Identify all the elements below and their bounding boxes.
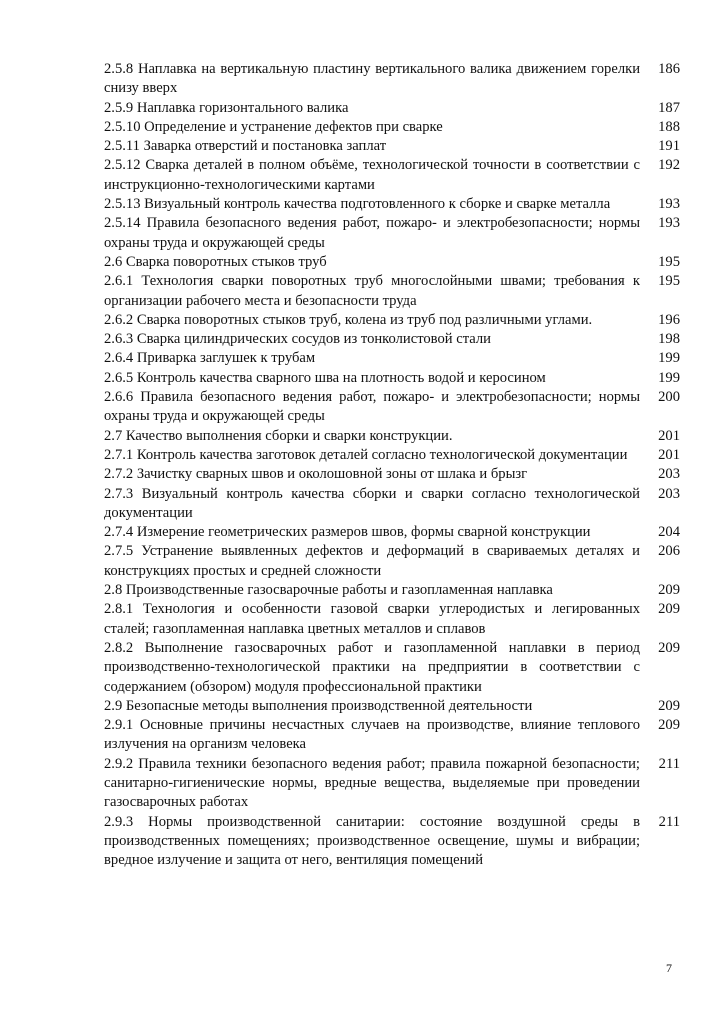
toc-entry-title: 2.6.3 Сварка цилиндрических сосудов из тонколистовой стали — [104, 331, 491, 348]
toc-entry[interactable] — [104, 137, 680, 156]
toc-entry[interactable] — [104, 349, 680, 368]
toc-entry[interactable] — [104, 99, 680, 118]
toc-entry-title: 2.5.10 Определение и устранение дефектов при сварке — [104, 118, 443, 135]
toc-entry-page: 201 — [658, 446, 680, 463]
toc-entry-title: 2.5.11 Заварка отверстий и постановка заплат — [104, 138, 387, 155]
toc-entry-page: 199 — [658, 369, 680, 386]
toc-entry[interactable] — [104, 446, 680, 465]
toc-entry-page: 191 — [658, 138, 680, 155]
toc-entry-title: 2.6.2 Сварка поворотных стыков труб, колена из труб под различными углами. — [104, 311, 593, 328]
toc-entry-title: 2.5.13 Визуальный контроль качества подготовленного к сборке и сварке металла — [104, 196, 611, 213]
toc-entry-page: 186 — [658, 61, 680, 77]
toc-entry[interactable] — [104, 639, 680, 697]
toc-entry[interactable] — [104, 253, 680, 272]
toc-entry-page: 209 — [658, 601, 680, 618]
toc-entry-title: 2.5.14 Правила безопасного ведения работ, пожаро- и электробезопасности; нормы охраны труда и окружающей среды — [104, 215, 640, 251]
toc-entry-title: 2.6.4 Приварка заглушек к трубам — [104, 350, 316, 367]
page-number: 7 — [666, 961, 672, 975]
toc-entry-page: 204 — [658, 524, 680, 541]
toc-entry[interactable] — [104, 523, 680, 542]
toc-entry[interactable] — [104, 118, 680, 137]
toc-entry-page: 187 — [658, 99, 680, 116]
toc-entry[interactable] — [104, 330, 680, 349]
toc-entry-title: 2.6.5 Контроль качества сварного шва на плотность водой и керосином — [104, 369, 546, 386]
toc-entry-page: 199 — [658, 350, 680, 367]
toc-entry-page: 193 — [658, 196, 680, 213]
toc-entry-title: 2.7.4 Измерение геометрических размеров швов, формы сварной конструкции — [104, 524, 591, 541]
toc-entry[interactable] — [104, 813, 680, 871]
toc-entry[interactable] — [104, 755, 680, 813]
toc-entry[interactable] — [104, 272, 680, 311]
toc-entry-title: 2.6.6 Правила безопасного ведения работ, пожаро- и электробезопасности; нормы охраны труда и окружающей среды — [104, 389, 640, 425]
toc-entry-title: 2.7.1 Контроль качества заготовок деталей согласно технологической документации — [104, 446, 628, 463]
toc-entry-title: 2.5.9 Наплавка горизонтального валика — [104, 99, 349, 116]
toc-entry-page: 209 — [658, 717, 680, 734]
toc-entry[interactable] — [104, 485, 680, 524]
toc-entry-page: 192 — [658, 157, 680, 174]
toc-entry[interactable] — [104, 716, 680, 755]
toc-entry[interactable] — [104, 600, 680, 639]
toc-entry[interactable] — [104, 465, 680, 484]
toc-entry-title: 2.7.5 Устранение выявленных дефектов и деформаций в свариваемых деталях и конструкциях простых и средней сложности — [104, 543, 640, 579]
toc-entry-page: 193 — [658, 215, 680, 232]
toc-entry-title: 2.8.2 Выполнение газосварочных работ и газопламенной наплавки в период производственно-технологической практики на предприятии в соответствии с содержанием (обзором) модуля профессиональной практики — [104, 639, 640, 695]
toc-entry[interactable] — [104, 156, 680, 195]
toc-entry-title: 2.6 Сварка поворотных стыков труб — [104, 253, 327, 270]
toc-entry-page: 206 — [658, 543, 680, 560]
toc-entry-title: 2.7 Качество выполнения сборки и сварки конструкции. — [104, 427, 453, 444]
toc-entry-page: 188 — [658, 118, 680, 135]
toc-entry[interactable] — [104, 542, 680, 581]
toc-entry[interactable] — [104, 214, 680, 253]
toc-entry-page: 196 — [658, 311, 680, 328]
toc-entry[interactable] — [104, 60, 680, 99]
toc-entry-page: 209 — [658, 582, 680, 599]
toc-entry-title: 2.5.12 Сварка деталей в полном объёме, технологической точности в соответствии с инструкционно-технологическими картами — [104, 157, 640, 193]
toc-entry-page: 195 — [658, 273, 680, 290]
toc-entry-title: 2.8.1 Технология и особенности газовой сварки углеродистых и легированных сталей; газопламенная наплавка цветных металлов и сплавов — [104, 601, 640, 637]
toc-entry-page: 209 — [658, 639, 680, 656]
toc-entry-page: 198 — [658, 331, 680, 348]
toc-entry-title: 2.9.2 Правила техники безопасного ведения работ; правила пожарной безопасности; санитарно-гигиенические нормы, вредные вещества, выделяемые при проведении газосварочных работах — [104, 755, 640, 811]
toc-entry-title: 2.5.8 Наплавка на вертикальную пластину вертикального валика движением горелки снизу вверх — [104, 61, 640, 97]
toc-entry-page: 211 — [658, 755, 680, 772]
toc-entry-page: 195 — [658, 253, 680, 270]
toc-entry-title: 2.8 Производственные газосварочные работы и газопламенная наплавка — [104, 582, 553, 599]
toc-entry-title: 2.9.1 Основные причины несчастных случаев на производстве, влияние теплового излучения на организм человека — [104, 717, 640, 753]
toc-entry-page: 203 — [658, 485, 680, 502]
toc-entry-page: 201 — [658, 427, 680, 444]
toc-entry-title: 2.7.2 Зачистку сварных швов и околошовной зоны от шлака и брызг — [104, 466, 528, 483]
toc-entry[interactable] — [104, 388, 680, 427]
table-of-contents — [104, 60, 680, 870]
toc-entry[interactable] — [104, 311, 680, 330]
toc-entry-title: 2.9 Безопасные методы выполнения производственной деятельности — [104, 697, 533, 714]
toc-entry-title: 2.7.3 Визуальный контроль качества сборки и сварки согласно технологической документации — [104, 485, 640, 521]
toc-entry-title: 2.9.3 Нормы производственной санитарии: состояние воздушной среды в производственных помещениях; производственное освещение, шумы и вибрации; вредное излучение и защита от него, вентиляция помещений — [104, 813, 640, 869]
toc-entry-page: 200 — [658, 389, 680, 406]
toc-entry[interactable] — [104, 697, 680, 716]
toc-entry[interactable] — [104, 581, 680, 600]
toc-entry[interactable] — [104, 369, 680, 388]
toc-entry-page: 203 — [658, 466, 680, 483]
toc-entry[interactable] — [104, 427, 680, 446]
toc-entry-page: 211 — [658, 813, 680, 830]
toc-entry-title: 2.6.1 Технология сварки поворотных труб многослойными швами; требования к организации рабочего места и безопасности труда — [104, 273, 640, 309]
toc-entry[interactable] — [104, 195, 680, 214]
toc-entry-page: 209 — [658, 697, 680, 714]
